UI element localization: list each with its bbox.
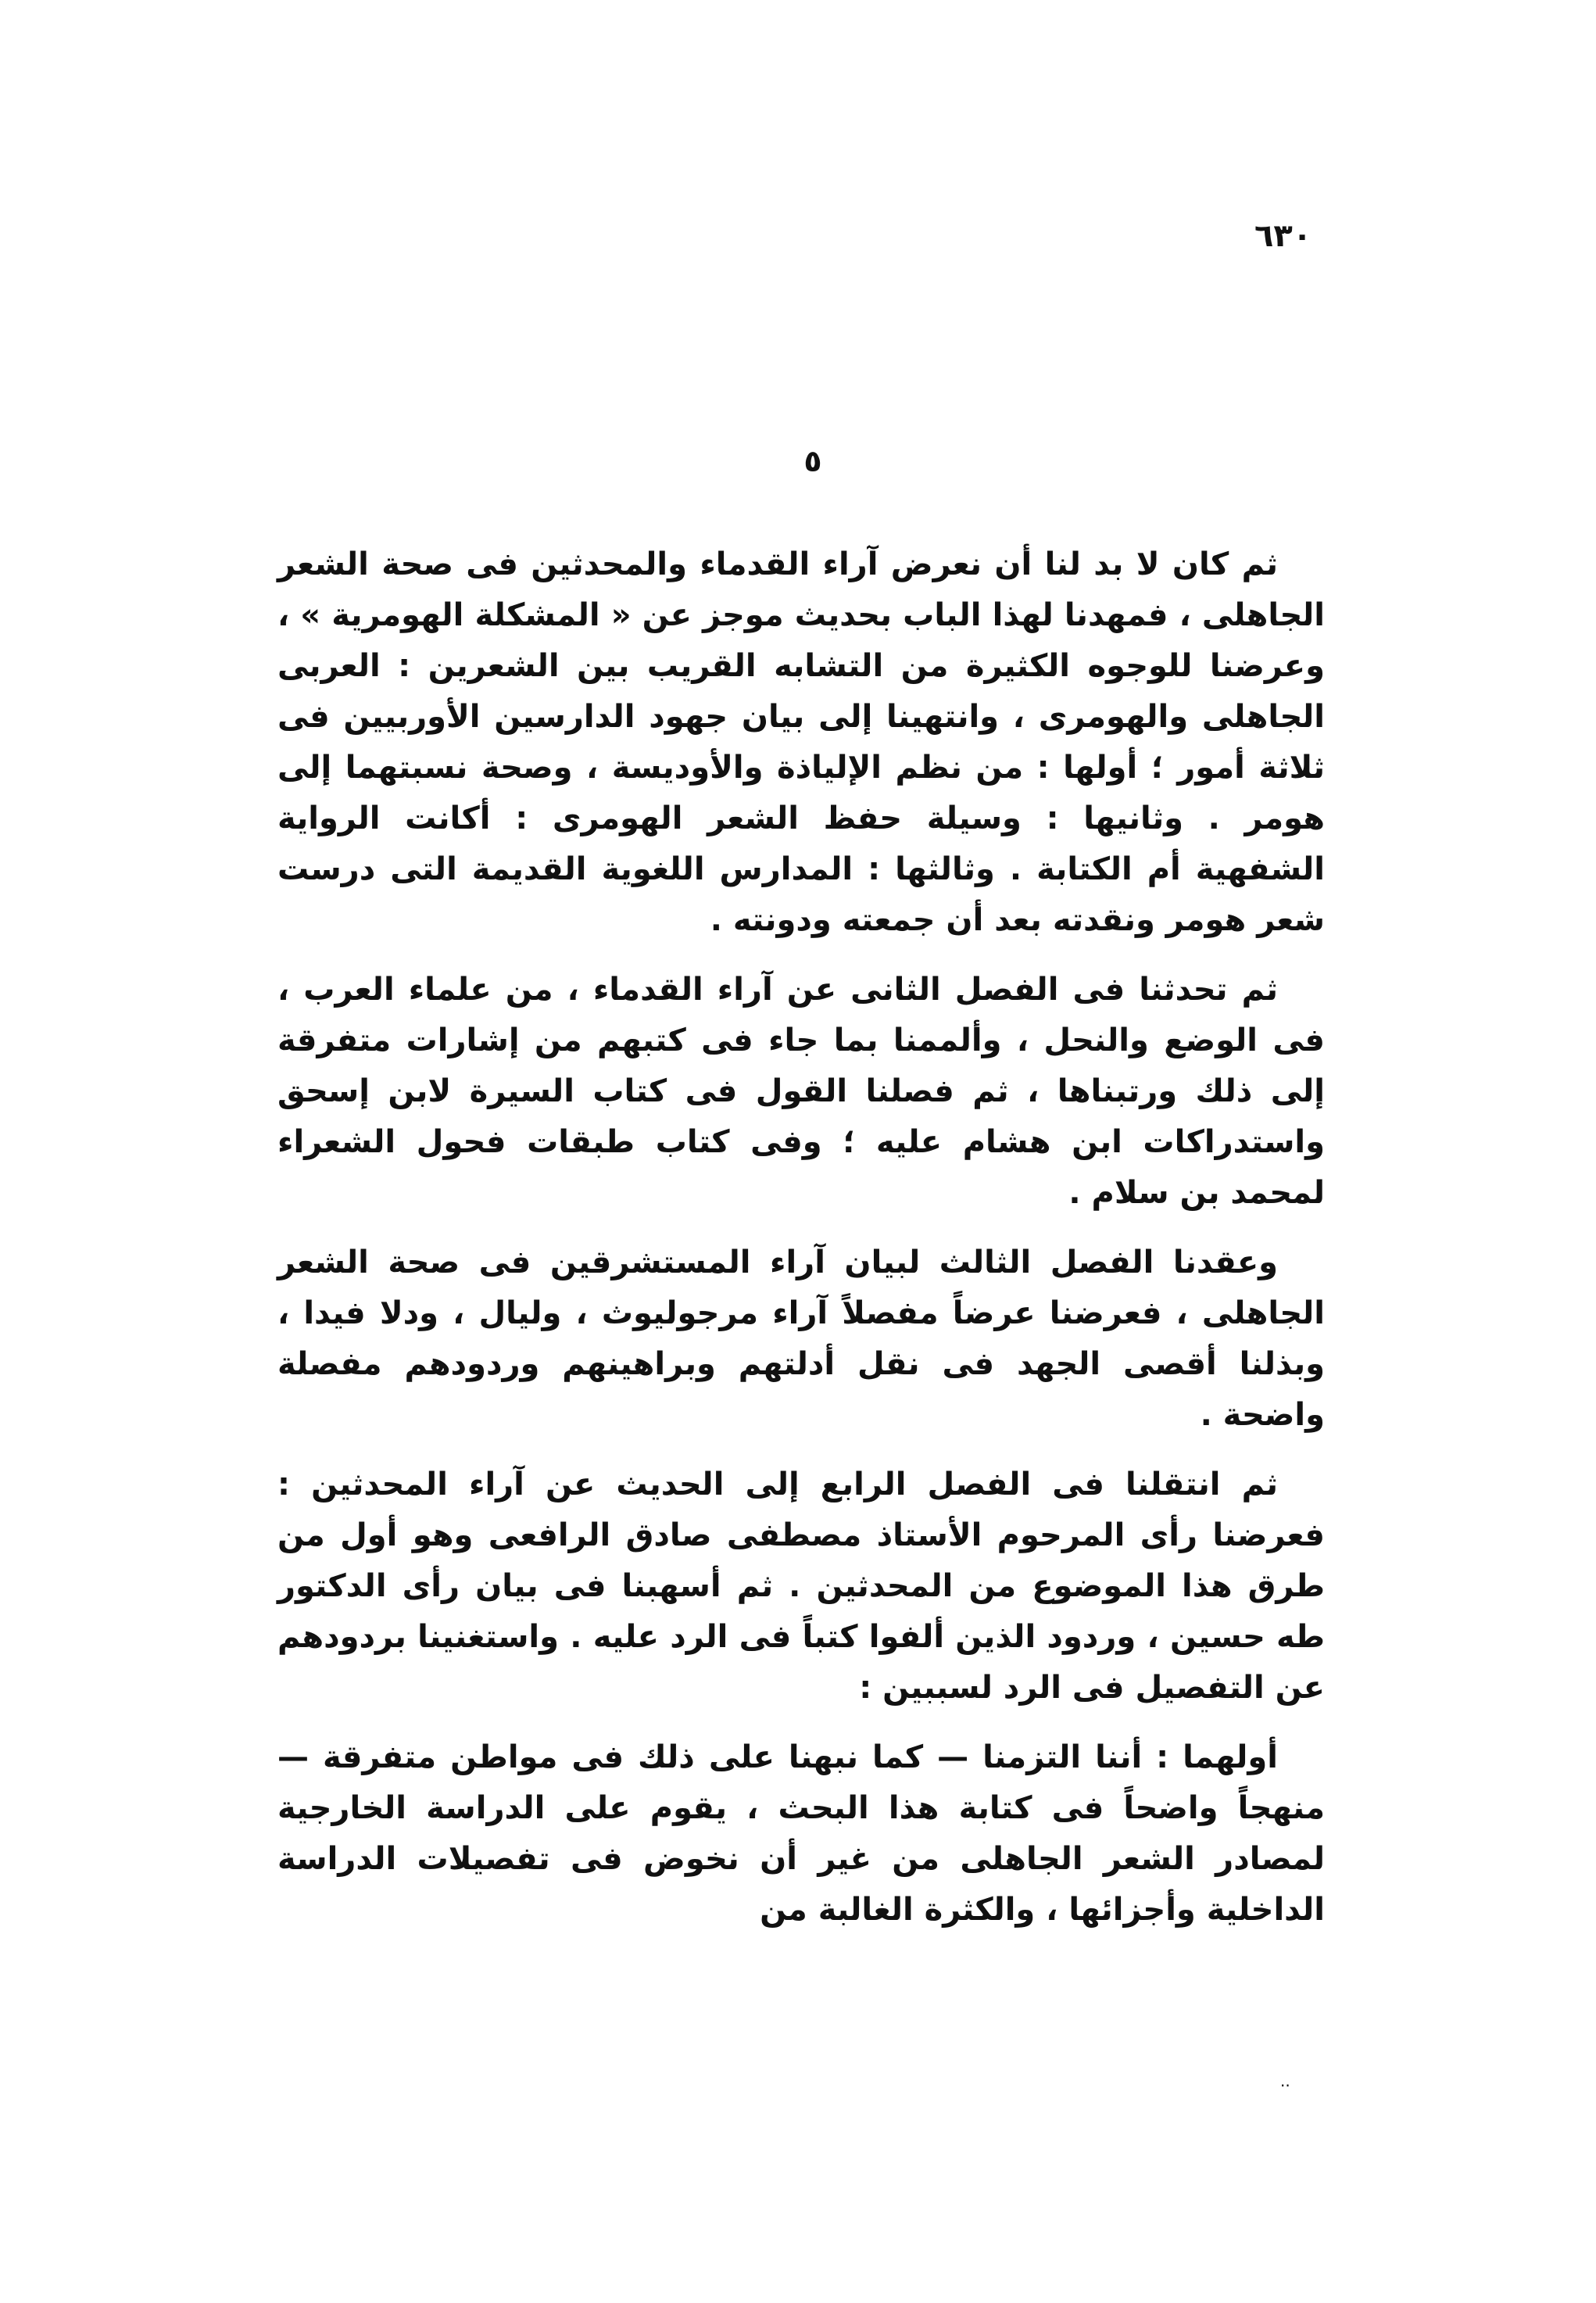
paragraph: ثم كان لا بد لنا أن نعرض آراء القدماء والمحدثين فى صحة الشعر الجاهلى ، فمهدنا لهذا الباب بحديث موجز عن « المشكلة الهومرية » ، وعرضنا للوجوه الكثيرة من التشابه القريب بين الشعرين : العربى الجاهلى والهومرى ، وانتهينا إلى بيان جهود الدارسين الأوربيين فى ثلاثة أمور ؛ أولها : من نظم الإلياذة والأوديسة ، وصحة نسبتهما إلى هومر . وثانيها : وسيلة حفظ الشعر الهومرى : أكانت الرواية الشفهية أم الكتابة . وثالثها : المدارس اللغوية القديمة التى درست شعر هومر ونقدته بعد أن جمعته ودونته .	[277, 546, 1325, 938]
paragraph: أولهما : أننا التزمنا — كما نبهنا على ذلك فى مواطن متفرقة — منهجاً واضحاً فى كتابة هذا البحث ، يقوم على الدراسة الخارجية لمصادر الشعر الجاهلى من غير أن نخوض فى تفصيلات الدراسة الداخلية وأجزائها ، والكثرة الغالبة من	[277, 1739, 1325, 1928]
section-number: ٥	[803, 444, 822, 478]
paragraph: ثم انتقلنا فى الفصل الرابع إلى الحديث عن آراء المحدثين : فعرضنا رأى المرحوم الأستاذ مصطفى صادق الرافعى وهو أول من طرق هذا الموضوع من المحدثين . ثم أسهبنا فى بيان رأى الدكتور طه حسين ، وردود الذين ألفوا كتباً فى الرد عليه . واستغنينا بردودهم عن التفصيل فى الرد لسببين :	[277, 1467, 1325, 1706]
page-number: ٦٣٠	[1254, 218, 1312, 254]
paragraph: وعقدنا الفصل الثالث لبيان آراء المستشرقين فى صحة الشعر الجاهلى ، فعرضنا عرضاً مفصلاً آراء مرجوليوث ، وليال ، ودلا فيدا ، وبذلنا أقصى الجهد فى نقل أدلتهم وبراهينهم وردودهم مفصلة واضحة .	[277, 1245, 1325, 1433]
body-text	[277, 539, 1325, 1954]
footer-mark: ..	[1280, 2072, 1290, 2090]
paragraph: ثم تحدثنا فى الفصل الثانى عن آراء القدماء ، من علماء العرب ، فى الوضع والنحل ، وألممنا بما جاء فى كتبهم من إشارات متفرقة إلى ذلك ورتبناها ، ثم فصلنا القول فى كتاب السيرة لابن إسحق واستدراكات ابن هشام عليه ؛ وفى كتاب طبقات فحول الشعراء لمحمد بن سلام .	[277, 972, 1325, 1211]
